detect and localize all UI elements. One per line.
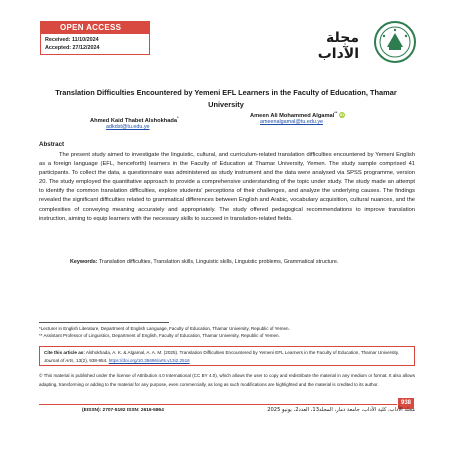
dates-box [40,34,150,55]
author-2-mark: ** [334,110,338,115]
abstract-text: The present study aimed to investigate the linguistic, cultural, and curriculum-related translation difficulties encountered by Yemeni English as a foreign language (EFL, henceforth) learners in the Faculty of Education at Thamar University, Yemen. The study sample comprised 41 participants. To collect the data, a questionnaire was administered as study instrument and the data were analysed via SPSS programme, version 20. The study employed the quantitative approach to provide a comprehensive understanding of the topic under study. The study made an attempt to identify the common translation difficulties, explore students' perceptions of their challenges, and analyze the underlying causes. The findings revealed the significant difficulties related to grammatical differences between English and Arabic, vocabulary acquisition, cultural nuances, and the complexities of conveying meaning accurately and appropriately. The study offered pedagogical recommendations to improve translation instruction, aiming to equip learners with the necessary skills to succeed in translation-related fields. [39,152,415,222]
author-1 [90,115,179,124]
author-1-name: Ahmed Kaid Thabet Alshokhada [90,117,178,124]
journal-badges [40,21,150,55]
citation-box [39,346,415,366]
journal-logo [289,20,414,64]
page-number: 938 [398,398,414,409]
open-access-badge: OPEN ACCESS [40,21,150,34]
received-date: Received: 11/10/2024 [45,37,99,43]
citation-doi-link[interactable]: https://doi.org/10.35696/arts.v13i2.2516 [108,357,190,363]
citation-lead: Cite this article as: [44,350,85,355]
keywords-list: Translation difficulties, Translation skills, Linguistic skills, Linguistic problems, Grammatical structure. [98,259,339,265]
keywords-label: Keywords: [70,259,98,265]
author-1-email[interactable]: adkdst@tu.edu.ye [106,124,150,130]
accepted-date: Accepted: 27/12/2024 [45,45,100,51]
orcid-icon[interactable]: iD [340,112,344,118]
footnote-author-2: ** Assistant Professor of Linguistics, Department of English, Faculty of Education, Thamar University, Republic of Yemen. [39,333,280,338]
paper-title: Translation Difficulties Encountered by Yemeni EFL Learners in the Faculty of Education, Thamar University [55,88,397,109]
footer-journal-info: مجلة الآداب، كلية الآداب، جامعة ذمار، المجلد13، العدد2، يونيو 2025 [267,407,415,413]
citation-volume: 13(2), 938-954. [76,357,108,363]
footer-issn: (EISSN): 2707-5192 ISSN: 2616-5864 [82,408,164,413]
keywords [70,258,415,266]
university-seal-icon [373,20,417,64]
journal-title-arabic: مجلة الآداب [317,30,359,62]
license-notice: © This material is published under the license of Attribution 4.0 International (CC BY 4.0), which allows the user to copy and redistribute the material in any medium or format. It also allows adapting, transforming or adding to the material for any purpose, even commercially, as long as such modifications are highlighted and the material is credited to its author. [39,373,415,387]
footnote-divider [39,322,169,323]
author-2 [250,110,345,119]
citation-journal: Journal of Arts, [44,357,75,363]
footer-divider [39,404,397,405]
author-1-mark: * [177,115,179,120]
citation-text: Alshokhada, A. K. & Algamal, A. A. M. (2025). Translation Difficulties Encountered by Yemeni EFL Learners in the Faculty of Education, Thamar University. [85,350,400,355]
author-2-email[interactable]: ameenalgamal@tu.edu.ye [260,119,324,125]
author-2-name: Ameen Ali Mohammed Algamal [250,112,335,119]
abstract-heading: Abstract [39,141,65,148]
footnote-author-1: *Lecturer in English Literature, Department of English Language, Faculty of Education, Thamar University, Republic of Yemen. [39,326,290,331]
